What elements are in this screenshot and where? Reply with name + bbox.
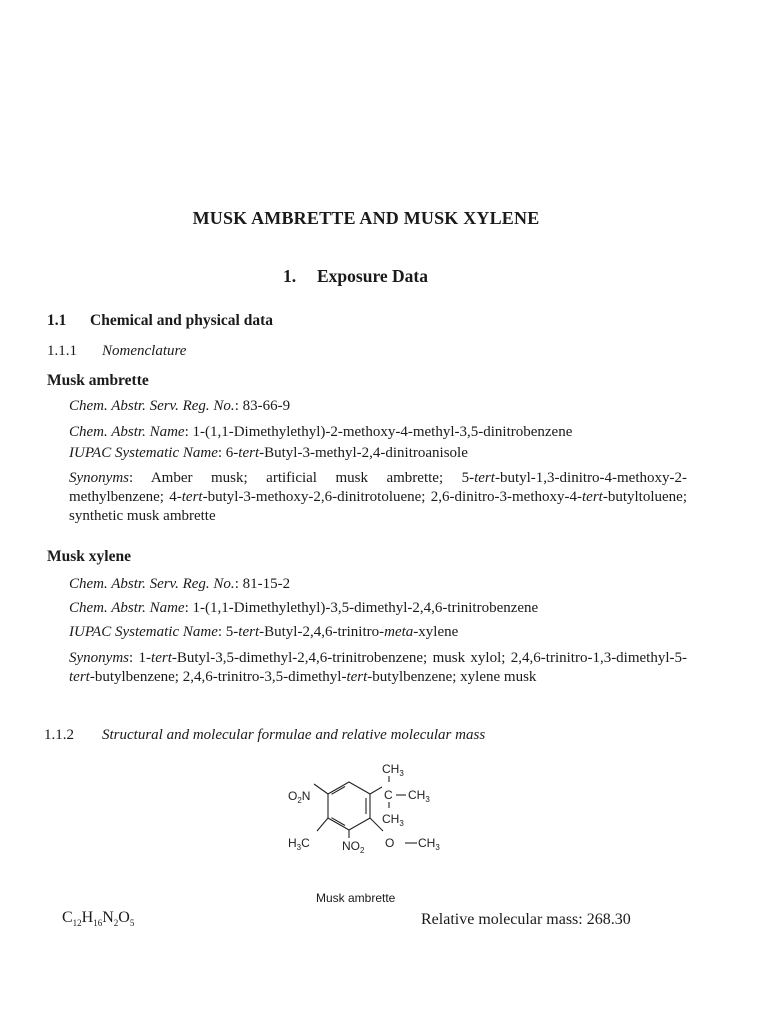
synonym-text: Amber musk; artificial musk ambrette; 5- [150, 470, 475, 486]
subsection-title: Chemical and physical data [90, 312, 274, 329]
methyl-bottom-label: $CH_3$ [382, 812, 404, 828]
ambrette-iupac-field: IUPAC Systematic Name: 6-tert-Butyl-3-methyl-2,4-dinitroanisole [69, 445, 468, 461]
synonym-italic: tert [346, 669, 368, 685]
structural-number: 1.1.2 [44, 727, 74, 743]
section-title: Exposure Data [317, 266, 429, 286]
ring-methyl-label: $H_3C$ [288, 836, 310, 852]
formula-count: 12 [72, 918, 82, 929]
ambrette-synonyms-field: Synonyms: Amber musk; artificial musk ambrette; 5-tert-butyl-1,3-dinitro-4-methoxy-2-methylbenzene; 4-tert-butyl-3-methoxy-2,6-dinitrotoluene; 2,6-dinitro-3-methoxy-4-tert-butyltoluene; synthetic musk ambrette [69, 470, 687, 524]
field-value: 83-66-9 [242, 398, 291, 414]
section-heading [283, 266, 428, 287]
synonym-italic: tert [582, 489, 603, 505]
field-value: -xylene [413, 624, 459, 640]
field-value-italic: tert [238, 445, 260, 461]
field-value: 1-(1,1-Dimethylethyl)-3,5-dimethyl-2,4,6-trinitrobenzene [192, 600, 539, 616]
molecular-formula [62, 909, 134, 928]
synonym-text: 1- [138, 650, 152, 666]
methyl-right-label: $CH_3$ [408, 788, 430, 804]
synonym-text: -butyltoluene; synthetic musk ambrette [69, 489, 687, 524]
ambrette-cas-field: Chem. Abstr. Serv. Reg. No.: 83-66-9 [69, 398, 291, 414]
xylene-cas-field: Chem. Abstr. Serv. Reg. No.: 81-15-2 [69, 576, 291, 592]
methoxy-methyl-label: $CH_3$ [418, 836, 440, 852]
synonym-text: -butyl-1,3-dinitro-4-methoxy-2-methylbenzene; 4- [69, 470, 687, 505]
xylene-iupac-field: IUPAC Systematic Name: 5-tert-Butyl-2,4,6-trinitro-meta-xylene [69, 624, 459, 640]
formula-element: N [102, 909, 114, 926]
nomenclature-heading [47, 343, 186, 360]
field-label: Chem. Abstr. Name [69, 424, 185, 440]
synonym-text: -butylbenzene; xylene musk [367, 669, 537, 685]
synonym-text: -Butyl-3,5-dimethyl-2,4,6-trinitrobenzene; musk xylol; 2,4,6-trinitro-1,3-dimethyl-5- [171, 650, 688, 666]
field-value: 6- [225, 445, 239, 461]
field-label: IUPAC Systematic Name [69, 624, 218, 640]
methoxy-o-label: O [385, 836, 395, 850]
field-value: -Butyl-2,4,6-trinitro- [259, 624, 385, 640]
field-value: 5- [225, 624, 239, 640]
synonym-italic: tert [181, 489, 203, 505]
xylene-abstr-name-field: Chem. Abstr. Name: 1-(1,1-Dimethylethyl)-3,5-dimethyl-2,4,6-trinitrobenzene [69, 600, 539, 616]
nomenclature-title: Nomenclature [102, 343, 187, 359]
synonym-text: -butylbenzene; 2,4,6-trinitro-3,5-dimethyl- [89, 669, 347, 685]
section-number: 1. [283, 266, 297, 286]
field-value: 1-(1,1-Dimethylethyl)-2-methoxy-4-methyl-3,5-dinitrobenzene [192, 424, 573, 440]
formula-element: O [118, 909, 130, 926]
nomenclature-number: 1.1.1 [47, 343, 77, 359]
relative-molecular-mass: Relative molecular mass: 268.30 [421, 911, 631, 928]
structure-caption: Musk ambrette [316, 891, 396, 905]
methyl-top-label: $CH_3$ [382, 762, 404, 778]
synonym-italic: tert [474, 470, 495, 486]
nitro-bottom-label: $NO_2$ [342, 839, 365, 855]
field-value-italic: meta [384, 624, 414, 640]
field-label: Synonyms [69, 470, 129, 486]
synonym-italic: tert [69, 669, 90, 685]
nitro-group-label: $O_2N$ [288, 789, 311, 805]
formula-count: 2 [113, 918, 119, 929]
field-value: -Butyl-3-methyl-2,4-dinitroanisole [259, 445, 468, 461]
musk-xylene-heading: Musk xylene [47, 548, 131, 565]
field-value-italic: tert [238, 624, 260, 640]
benzene-ring [328, 782, 370, 830]
formula-element: H [81, 909, 94, 926]
field-label: Chem. Abstr. Name [69, 600, 185, 616]
quaternary-carbon-label: C [384, 788, 393, 802]
field-value: 81-15-2 [242, 576, 291, 592]
musk-ambrette-structure [280, 756, 460, 882]
formula-element: C [62, 909, 73, 926]
document-title: MUSK AMBRETTE AND MUSK XYLENE [192, 208, 540, 228]
subsection-number: 1.1 [47, 312, 67, 329]
field-label: Synonyms [69, 650, 129, 666]
formula-count: 16 [93, 918, 103, 929]
ambrette-abstr-name-field: Chem. Abstr. Name: 1-(1,1-Dimethylethyl)-2-methoxy-4-methyl-3,5-dinitrobenzene [69, 424, 573, 440]
musk-ambrette-heading: Musk ambrette [47, 372, 149, 389]
field-label: IUPAC Systematic Name [69, 445, 218, 461]
subsection-heading [47, 312, 273, 330]
formula-count: 5 [129, 918, 135, 929]
synonym-italic: tert [151, 650, 172, 666]
xylene-synonyms-field: Synonyms: 1-tert-Butyl-3,5-dimethyl-2,4,6-trinitrobenzene; musk xylol; 2,4,6-trinitro-1,3-dimethyl-5-tert-butylbenzene; 2,4,6-trinitro-3,5-dimethyl-tert-butylbenzene; xylene musk [69, 650, 688, 685]
synonym-text: -butyl-3-methoxy-2,6-dinitrotoluene; 2,6-dinitro-3-methoxy-4- [202, 489, 582, 505]
field-label: Chem. Abstr. Serv. Reg. No. [69, 398, 235, 414]
field-label: Chem. Abstr. Serv. Reg. No. [69, 576, 235, 592]
structural-heading [44, 727, 485, 744]
structural-title: Structural and molecular formulae and relative molecular mass [102, 727, 486, 743]
